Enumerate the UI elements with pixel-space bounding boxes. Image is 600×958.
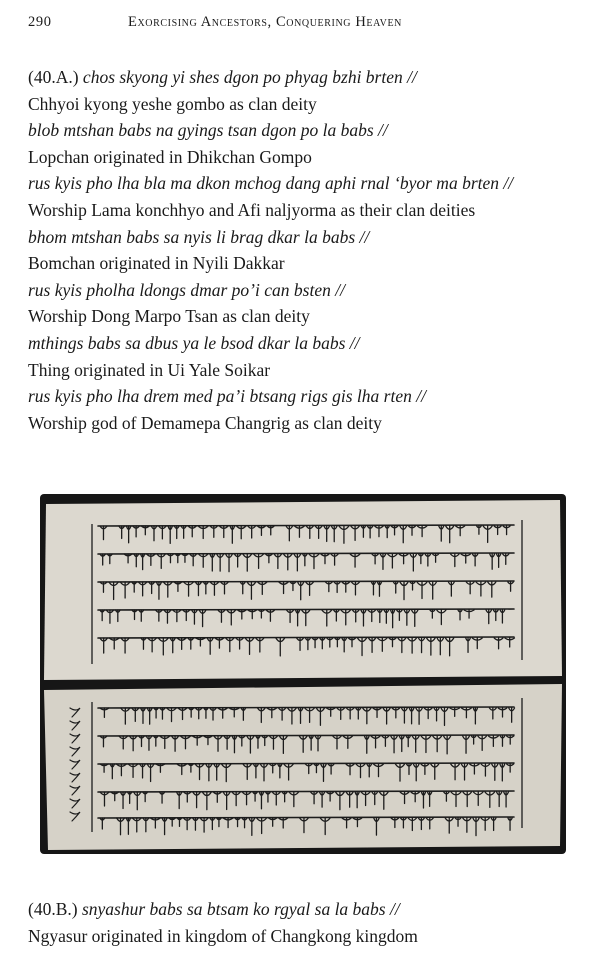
verse-line: Worship god of Demamepa Changrig as clan deity bbox=[28, 412, 382, 433]
running-head: Exorcising Ancestors, Conquering Heaven bbox=[128, 14, 402, 30]
verse-line: mthings babs sa dbus ya le bsod dkar la babs // bbox=[28, 332, 360, 353]
verse-line: blob mtshan babs na gyings tsan dgon po la babs // bbox=[28, 120, 388, 141]
verse-line: bhom mtshan babs sa nyis li brag dkar la babs // bbox=[28, 226, 370, 247]
verse-line: Bomchan originated in Nyili Dakkar bbox=[28, 253, 285, 274]
verse-line: (40.B.) snyashur babs sa btsam ko rgyal sa la babs // bbox=[28, 899, 400, 919]
verse-block-40a bbox=[28, 64, 588, 436]
verse-line: Worship Dong Marpo Tsan as clan deity bbox=[28, 306, 310, 327]
verse-block-40b bbox=[28, 896, 588, 949]
verse-line: rus kyis pholha ldongs dmar po’i can bsten // bbox=[28, 279, 345, 300]
verse-line: (40.A.) chos skyong yi shes dgon po phyag bzhi brten // bbox=[28, 67, 417, 87]
verse-line: Thing originated in Ui Yale Soikar bbox=[28, 359, 271, 380]
verse-line: Chhyoi kyong yeshe gombo as clan deity bbox=[28, 93, 317, 114]
manuscript-illustration bbox=[40, 494, 566, 854]
verse-line: rus kyis pho lha bla ma dkon mchog dang aphi rnal ‘byor ma brten // bbox=[28, 173, 514, 194]
section-label: (40.A.) bbox=[28, 67, 79, 87]
manuscript-photo bbox=[40, 494, 566, 854]
verse-line: Lopchan originated in Dhikchan Gompo bbox=[28, 146, 312, 167]
page-header bbox=[28, 14, 572, 38]
page-number: 290 bbox=[28, 14, 52, 30]
verse-line: Ngyasur originated in kingdom of Changkong kingdom bbox=[28, 925, 418, 946]
section-label: (40.B.) bbox=[28, 899, 78, 919]
verse-line: Worship Lama konchhyo and Afi naljyorma as their clan deities bbox=[28, 199, 476, 220]
verse-line: rus kyis pho lha drem med pa’i btsang rigs gis lha rten // bbox=[28, 386, 426, 407]
script-headline bbox=[98, 553, 514, 554]
